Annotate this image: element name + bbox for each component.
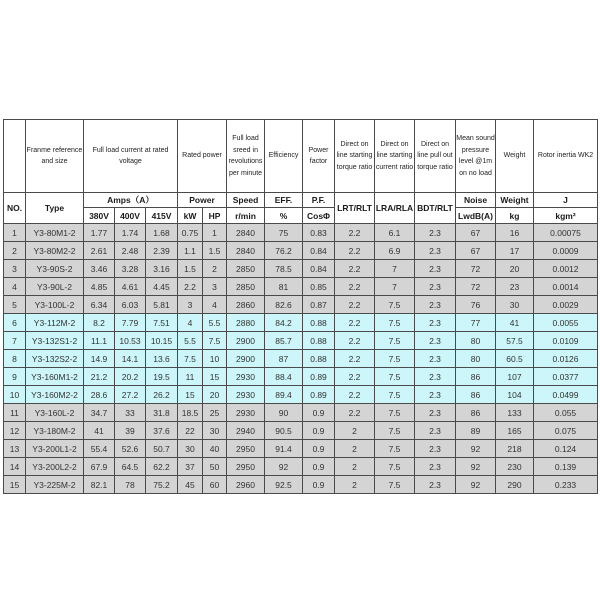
cell-lra: 7.5 <box>375 440 415 458</box>
cell-type: Y3-132S2-2 <box>26 350 84 368</box>
cell-inertia: 0.075 <box>534 422 598 440</box>
cell-hp: 1 <box>203 224 227 242</box>
cell-efficiency: 90.5 <box>265 422 303 440</box>
header-pf-unit: P.F. <box>303 193 335 208</box>
cell-lrt: 2.2 <box>335 224 375 242</box>
cell-lrt: 2.2 <box>335 350 375 368</box>
table-row <box>4 242 598 260</box>
cell-speed: 2930 <box>227 386 265 404</box>
header-type: Type <box>26 193 84 224</box>
cell-bdt: 2.3 <box>415 422 456 440</box>
cell-hp: 60 <box>203 476 227 494</box>
cell-power-factor: 0.84 <box>303 260 335 278</box>
cell-noise: 80 <box>456 332 496 350</box>
cell-power-factor: 0.9 <box>303 440 335 458</box>
cell-power-factor: 0.88 <box>303 332 335 350</box>
cell-lrt: 2 <box>335 458 375 476</box>
cell-amps-400v: 7.79 <box>115 314 146 332</box>
cell-amps-380v: 3.46 <box>84 260 115 278</box>
header-noise-unit: Noise <box>456 193 496 208</box>
cell-amps-380v: 34.7 <box>84 404 115 422</box>
header-rmin: r/min <box>227 208 265 224</box>
cell-weight: 60.5 <box>496 350 534 368</box>
motor-spec-table <box>3 119 598 494</box>
cell-efficiency: 85.7 <box>265 332 303 350</box>
cell-amps-415v: 3.16 <box>146 260 178 278</box>
cell-hp: 10 <box>203 350 227 368</box>
cell-speed: 2930 <box>227 404 265 422</box>
cell-kw: 18.5 <box>178 404 203 422</box>
cell-speed: 2860 <box>227 296 265 314</box>
cell-type: Y3-160M1-2 <box>26 368 84 386</box>
cell-amps-380v: 67.9 <box>84 458 115 476</box>
cell-lra: 7.5 <box>375 350 415 368</box>
cell-lrt: 2.2 <box>335 278 375 296</box>
header-inertia: Rotor inertia WK2 <box>534 120 598 193</box>
cell-lrt: 2 <box>335 440 375 458</box>
cell-amps-400v: 78 <box>115 476 146 494</box>
cell-inertia: 0.055 <box>534 404 598 422</box>
cell-inertia: 0.0126 <box>534 350 598 368</box>
cell-speed: 2900 <box>227 350 265 368</box>
cell-amps-380v: 21.2 <box>84 368 115 386</box>
cell-noise: 89 <box>456 422 496 440</box>
cell-no: 9 <box>4 368 26 386</box>
cell-inertia: 0.0055 <box>534 314 598 332</box>
cell-no: 8 <box>4 350 26 368</box>
cell-efficiency: 81 <box>265 278 303 296</box>
header-power-unit: Power <box>178 193 227 208</box>
cell-bdt: 2.3 <box>415 332 456 350</box>
cell-no: 3 <box>4 260 26 278</box>
cell-amps-400v: 39 <box>115 422 146 440</box>
table-row <box>4 260 598 278</box>
table-row <box>4 278 598 296</box>
header-power-factor: Power factor <box>303 120 335 193</box>
cell-amps-415v: 1.68 <box>146 224 178 242</box>
cell-power-factor: 0.84 <box>303 242 335 260</box>
motor-spec-sheet <box>3 119 597 494</box>
cell-bdt: 2.3 <box>415 278 456 296</box>
cell-power-factor: 0.89 <box>303 368 335 386</box>
cell-inertia: 0.0012 <box>534 260 598 278</box>
cell-noise: 92 <box>456 458 496 476</box>
cell-type: Y3-200L2-2 <box>26 458 84 476</box>
cell-noise: 80 <box>456 350 496 368</box>
cell-lrt: 2 <box>335 476 375 494</box>
cell-no: 10 <box>4 386 26 404</box>
cell-lra: 7.5 <box>375 422 415 440</box>
cell-lra: 7.5 <box>375 314 415 332</box>
cell-power-factor: 0.83 <box>303 224 335 242</box>
table-row <box>4 440 598 458</box>
cell-amps-380v: 4.85 <box>84 278 115 296</box>
cell-noise: 92 <box>456 476 496 494</box>
table-row <box>4 368 598 386</box>
cell-type: Y3-90S-2 <box>26 260 84 278</box>
cell-lrt: 2.2 <box>335 332 375 350</box>
header-current: Full load current at rated voltage <box>84 120 178 193</box>
header-lwd: LwdB(A) <box>456 208 496 224</box>
cell-hp: 25 <box>203 404 227 422</box>
table-row <box>4 386 598 404</box>
header-efficiency: Efficiency <box>265 120 303 193</box>
cell-efficiency: 88.4 <box>265 368 303 386</box>
cell-weight: 16 <box>496 224 534 242</box>
cell-no: 1 <box>4 224 26 242</box>
header-weight-unit: Weight <box>496 193 534 208</box>
cell-lrt: 2.2 <box>335 260 375 278</box>
cell-type: Y3-100L-2 <box>26 296 84 314</box>
cell-amps-400v: 33 <box>115 404 146 422</box>
table-row <box>4 458 598 476</box>
cell-type: Y3-132S1-2 <box>26 332 84 350</box>
cell-power-factor: 0.88 <box>303 350 335 368</box>
cell-bdt: 2.3 <box>415 440 456 458</box>
cell-weight: 133 <box>496 404 534 422</box>
cell-no: 5 <box>4 296 26 314</box>
cell-amps-400v: 20.2 <box>115 368 146 386</box>
cell-no: 4 <box>4 278 26 296</box>
cell-lra: 7.5 <box>375 332 415 350</box>
cell-lrt: 2.2 <box>335 296 375 314</box>
header-415v: 415V <box>146 208 178 224</box>
header-bdt: Direct on line pull out torque ratio <box>415 120 456 193</box>
cell-amps-380v: 11.1 <box>84 332 115 350</box>
header-380v: 380V <box>84 208 115 224</box>
cell-weight: 20 <box>496 260 534 278</box>
header-bdt-unit: BDT/RLT <box>415 193 456 224</box>
cell-amps-400v: 64.5 <box>115 458 146 476</box>
cell-inertia: 0.124 <box>534 440 598 458</box>
cell-no: 13 <box>4 440 26 458</box>
cell-amps-380v: 6.34 <box>84 296 115 314</box>
cell-amps-380v: 41 <box>84 422 115 440</box>
cell-type: Y3-200L1-2 <box>26 440 84 458</box>
cell-amps-415v: 19.5 <box>146 368 178 386</box>
cell-amps-415v: 10.15 <box>146 332 178 350</box>
cell-lra: 7 <box>375 278 415 296</box>
cell-hp: 5.5 <box>203 314 227 332</box>
cell-weight: 23 <box>496 278 534 296</box>
cell-speed: 2840 <box>227 242 265 260</box>
cell-noise: 72 <box>456 278 496 296</box>
header-eff-unit: EFF. <box>265 193 303 208</box>
cell-amps-400v: 2.48 <box>115 242 146 260</box>
header-speed: Full load sreed in revolutions per minute <box>227 120 265 193</box>
header-lrt: Direct on line starting torque ratio <box>335 120 375 193</box>
cell-noise: 67 <box>456 224 496 242</box>
cell-lra: 7 <box>375 260 415 278</box>
cell-kw: 0.75 <box>178 224 203 242</box>
cell-lrt: 2 <box>335 422 375 440</box>
cell-weight: 230 <box>496 458 534 476</box>
header-name: Franme reference and size <box>26 120 84 193</box>
header-kgm2: kgm² <box>534 208 598 224</box>
header-amps: Amps（A） <box>84 193 178 208</box>
cell-efficiency: 75 <box>265 224 303 242</box>
cell-kw: 11 <box>178 368 203 386</box>
cell-amps-415v: 2.39 <box>146 242 178 260</box>
cell-amps-380v: 28.6 <box>84 386 115 404</box>
cell-speed: 2950 <box>227 440 265 458</box>
cell-bdt: 2.3 <box>415 350 456 368</box>
cell-hp: 30 <box>203 422 227 440</box>
cell-amps-400v: 52.6 <box>115 440 146 458</box>
cell-power-factor: 0.9 <box>303 422 335 440</box>
cell-no: 14 <box>4 458 26 476</box>
table-row <box>4 404 598 422</box>
cell-noise: 72 <box>456 260 496 278</box>
cell-noise: 86 <box>456 368 496 386</box>
cell-lrt: 2.2 <box>335 386 375 404</box>
cell-amps-380v: 55.4 <box>84 440 115 458</box>
cell-amps-400v: 27.2 <box>115 386 146 404</box>
cell-no: 15 <box>4 476 26 494</box>
cell-speed: 2930 <box>227 368 265 386</box>
cell-speed: 2950 <box>227 458 265 476</box>
cell-kw: 15 <box>178 386 203 404</box>
cell-lra: 7.5 <box>375 458 415 476</box>
cell-speed: 2850 <box>227 260 265 278</box>
cell-weight: 104 <box>496 386 534 404</box>
cell-lra: 6.1 <box>375 224 415 242</box>
cell-kw: 1.5 <box>178 260 203 278</box>
cell-speed: 2900 <box>227 332 265 350</box>
cell-amps-415v: 75.2 <box>146 476 178 494</box>
header-lrt-unit: LRT/RLT <box>335 193 375 224</box>
cell-no: 11 <box>4 404 26 422</box>
cell-noise: 86 <box>456 404 496 422</box>
cell-power-factor: 0.89 <box>303 386 335 404</box>
cell-amps-380v: 8.2 <box>84 314 115 332</box>
header-speed-unit: Speed <box>227 193 265 208</box>
cell-amps-400v: 4.61 <box>115 278 146 296</box>
cell-power-factor: 0.87 <box>303 296 335 314</box>
cell-amps-380v: 82.1 <box>84 476 115 494</box>
header-pct: % <box>265 208 303 224</box>
cell-inertia: 0.0377 <box>534 368 598 386</box>
cell-amps-415v: 5.81 <box>146 296 178 314</box>
cell-efficiency: 87 <box>265 350 303 368</box>
cell-bdt: 2.3 <box>415 314 456 332</box>
cell-bdt: 2.3 <box>415 404 456 422</box>
cell-hp: 20 <box>203 386 227 404</box>
cell-amps-415v: 50.7 <box>146 440 178 458</box>
cell-kw: 4 <box>178 314 203 332</box>
header-lra-unit: LRA/RLA <box>375 193 415 224</box>
cell-bdt: 2.3 <box>415 458 456 476</box>
cell-power-factor: 0.9 <box>303 404 335 422</box>
table-row <box>4 350 598 368</box>
header-400v: 400V <box>115 208 146 224</box>
cell-efficiency: 91.4 <box>265 440 303 458</box>
header-weight: Weight <box>496 120 534 193</box>
cell-type: Y3-180M-2 <box>26 422 84 440</box>
cell-amps-415v: 26.2 <box>146 386 178 404</box>
cell-kw: 3 <box>178 296 203 314</box>
cell-lra: 6.9 <box>375 242 415 260</box>
cell-amps-380v: 1.77 <box>84 224 115 242</box>
cell-weight: 17 <box>496 242 534 260</box>
cell-kw: 5.5 <box>178 332 203 350</box>
cell-lrt: 2.2 <box>335 368 375 386</box>
cell-kw: 45 <box>178 476 203 494</box>
cell-no: 12 <box>4 422 26 440</box>
cell-noise: 92 <box>456 440 496 458</box>
cell-inertia: 0.0014 <box>534 278 598 296</box>
cell-speed: 2840 <box>227 224 265 242</box>
cell-lra: 7.5 <box>375 368 415 386</box>
cell-weight: 218 <box>496 440 534 458</box>
cell-bdt: 2.3 <box>415 368 456 386</box>
cell-speed: 2960 <box>227 476 265 494</box>
cell-lra: 7.5 <box>375 404 415 422</box>
cell-type: Y3-80M2-2 <box>26 242 84 260</box>
cell-weight: 41 <box>496 314 534 332</box>
cell-type: Y3-90L-2 <box>26 278 84 296</box>
header-no: NO. <box>4 193 26 224</box>
table-row <box>4 296 598 314</box>
cell-amps-415v: 37.6 <box>146 422 178 440</box>
cell-no: 2 <box>4 242 26 260</box>
cell-amps-400v: 6.03 <box>115 296 146 314</box>
cell-noise: 86 <box>456 386 496 404</box>
cell-type: Y3-160M2-2 <box>26 386 84 404</box>
cell-kw: 37 <box>178 458 203 476</box>
cell-lra: 7.5 <box>375 386 415 404</box>
cell-lrt: 2.2 <box>335 242 375 260</box>
cell-type: Y3-225M-2 <box>26 476 84 494</box>
cell-inertia: 0.0109 <box>534 332 598 350</box>
cell-efficiency: 89.4 <box>265 386 303 404</box>
cell-type: Y3-160L-2 <box>26 404 84 422</box>
cell-type: Y3-80M1-2 <box>26 224 84 242</box>
cell-speed: 2940 <box>227 422 265 440</box>
cell-efficiency: 78.5 <box>265 260 303 278</box>
cell-kw: 22 <box>178 422 203 440</box>
cell-weight: 290 <box>496 476 534 494</box>
cell-power-factor: 0.88 <box>303 314 335 332</box>
cell-speed: 2880 <box>227 314 265 332</box>
table-row <box>4 332 598 350</box>
cell-bdt: 2.3 <box>415 386 456 404</box>
cell-hp: 2 <box>203 260 227 278</box>
table-body <box>4 224 598 494</box>
cell-weight: 165 <box>496 422 534 440</box>
header-power: Rated power <box>178 120 227 193</box>
cell-noise: 76 <box>456 296 496 314</box>
cell-inertia: 0.139 <box>534 458 598 476</box>
cell-noise: 67 <box>456 242 496 260</box>
cell-inertia: 0.00075 <box>534 224 598 242</box>
cell-efficiency: 90 <box>265 404 303 422</box>
cell-speed: 2850 <box>227 278 265 296</box>
cell-efficiency: 84.2 <box>265 314 303 332</box>
cell-amps-380v: 2.61 <box>84 242 115 260</box>
cell-lra: 7.5 <box>375 476 415 494</box>
cell-hp: 7.5 <box>203 332 227 350</box>
cell-hp: 40 <box>203 440 227 458</box>
cell-weight: 30 <box>496 296 534 314</box>
cell-bdt: 2.3 <box>415 476 456 494</box>
cell-amps-415v: 62.2 <box>146 458 178 476</box>
cell-amps-380v: 14.9 <box>84 350 115 368</box>
no-header-blank <box>4 120 26 193</box>
cell-inertia: 0.0499 <box>534 386 598 404</box>
cell-kw: 30 <box>178 440 203 458</box>
cell-amps-400v: 3.28 <box>115 260 146 278</box>
cell-amps-415v: 31.8 <box>146 404 178 422</box>
table-row <box>4 422 598 440</box>
header-kg: kg <box>496 208 534 224</box>
table-row <box>4 224 598 242</box>
cell-bdt: 2.3 <box>415 242 456 260</box>
cell-kw: 7.5 <box>178 350 203 368</box>
cell-type: Y3-112M-2 <box>26 314 84 332</box>
cell-amps-400v: 1.74 <box>115 224 146 242</box>
cell-kw: 1.1 <box>178 242 203 260</box>
cell-amps-415v: 4.45 <box>146 278 178 296</box>
cell-inertia: 0.0009 <box>534 242 598 260</box>
header-kw: kW <box>178 208 203 224</box>
header-hp: HP <box>203 208 227 224</box>
cell-lra: 7.5 <box>375 296 415 314</box>
cell-no: 7 <box>4 332 26 350</box>
cell-power-factor: 0.85 <box>303 278 335 296</box>
subunits-header-row <box>4 208 598 224</box>
cell-no: 6 <box>4 314 26 332</box>
cell-amps-400v: 14.1 <box>115 350 146 368</box>
cell-lrt: 2.2 <box>335 314 375 332</box>
cell-bdt: 2.3 <box>415 224 456 242</box>
cell-bdt: 2.3 <box>415 260 456 278</box>
cell-efficiency: 92.5 <box>265 476 303 494</box>
cell-weight: 57.5 <box>496 332 534 350</box>
header-lra: Direct on line starting current ratio <box>375 120 415 193</box>
cell-amps-415v: 13.6 <box>146 350 178 368</box>
cell-power-factor: 0.9 <box>303 476 335 494</box>
cell-amps-415v: 7.51 <box>146 314 178 332</box>
cell-hp: 1.5 <box>203 242 227 260</box>
header-cos: CosΦ <box>303 208 335 224</box>
table-row <box>4 476 598 494</box>
cell-hp: 4 <box>203 296 227 314</box>
cell-hp: 15 <box>203 368 227 386</box>
cell-efficiency: 82.6 <box>265 296 303 314</box>
cell-power-factor: 0.9 <box>303 458 335 476</box>
cell-hp: 50 <box>203 458 227 476</box>
cell-efficiency: 92 <box>265 458 303 476</box>
cell-bdt: 2.3 <box>415 296 456 314</box>
cell-inertia: 0.233 <box>534 476 598 494</box>
description-header-row <box>4 120 598 193</box>
cell-amps-400v: 10.53 <box>115 332 146 350</box>
header-inertia-unit: J <box>534 193 598 208</box>
header-noise: Mean sound pressure level @1m on no load <box>456 120 496 193</box>
cell-lrt: 2.2 <box>335 404 375 422</box>
cell-hp: 3 <box>203 278 227 296</box>
cell-weight: 107 <box>496 368 534 386</box>
table-row <box>4 314 598 332</box>
cell-inertia: 0.0029 <box>534 296 598 314</box>
cell-efficiency: 76.2 <box>265 242 303 260</box>
units-header-row <box>4 193 598 208</box>
cell-noise: 77 <box>456 314 496 332</box>
cell-kw: 2.2 <box>178 278 203 296</box>
